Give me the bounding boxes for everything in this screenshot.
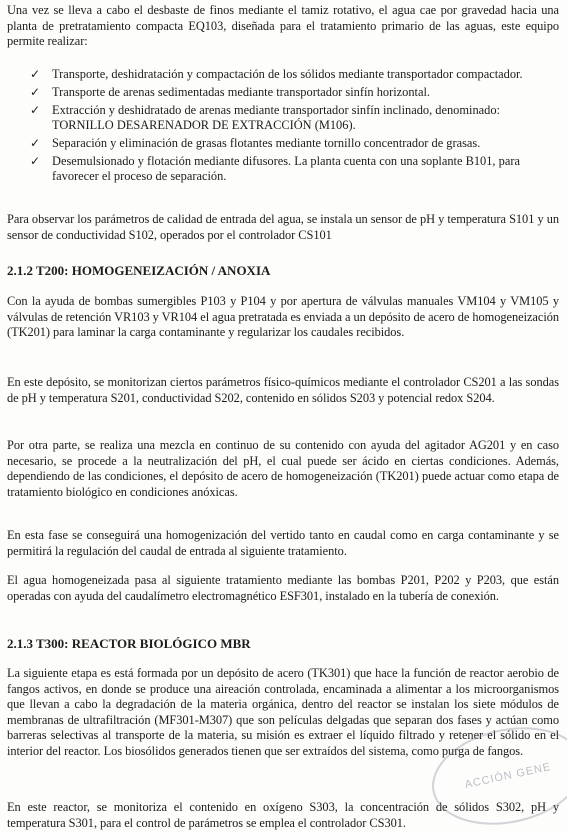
checklist-item — [0, 85, 567, 100]
checklist-item-text: Desemulsionado y flotación mediante difusores. La planta cuenta con una soplante B101, para favorecer el proceso de separación. — [52, 154, 520, 183]
t200-paragraph-5: El agua homogeneizada pasa al siguiente tratamiento mediante las bombas P201, P202 y P203, que están operadas con ayuda del caudalímetro electromagnético ESF301, instalado en la tubería de conexión. — [7, 573, 559, 603]
t300-paragraph-1: La siguiente etapa es está formada por un depósito de acero (TK301) que hace la función de reactor aerobio de fangos activos, en donde se produce una aireación controlada, encaminada a alimentar a los microorganismos que llevan a cabo la degradación de la materia orgánica, dentro del reactor se instalan los siete módulos de membranas de ultrafiltración (MF301-M307) que son películas delgadas que separan dos fases y actúan como barreras selectivas al transporte de la materia, su misión es extraer el líquido filtrado y retener el sólido en el interior del reactor. Los biosólidos generados tienen que ser extraídos del sistema, como purga de fangos. — [7, 666, 559, 758]
checklist-item — [0, 154, 567, 184]
checkmark-icon: ✓ — [30, 103, 41, 117]
t200-paragraph-1: Con la ayuda de bombas sumergibles P103 y P104 y por apertura de válvulas manuales VM104 y VM105 y válvulas de retención VR103 y VR104 el agua pretratada es enviada a un depósito de acero de homogeneización (TK201) para laminar la carga contaminante y regularizar los caudales recibidos. — [7, 294, 559, 340]
checkmark-icon: ✓ — [30, 85, 41, 99]
t300-paragraph-2: En este reactor, se monitoriza el contenido en oxígeno S303, la concentración de sólidos S302, pH y temperatura S301, para el control de parámetros se emplea el controlador CS301. — [7, 800, 559, 830]
checklist-item — [0, 67, 567, 82]
checklist-item — [0, 103, 567, 133]
checklist-item — [0, 136, 567, 151]
checklist-item-text: Separación y eliminación de grasas flotantes mediante tornillo concentrador de grasas. — [52, 136, 481, 150]
intro-paragraph: Una vez se lleva a cabo el desbaste de finos mediante el tamiz rotativo, el agua cae por gravedad hacia una planta de pretratamiento compacta EQ103, diseñada para el tratamiento primario de las aguas, este equipo permite realizar: — [7, 3, 559, 49]
official-stamp: ACCIÓN GENE — [423, 714, 567, 838]
checklist-item-text: Extracción y deshidratado de arenas mediante transportador sinfín inclinado, denominado: TORNILLO DESARENADOR DE EXTRACCIÓN (M106). — [52, 103, 500, 132]
t200-paragraph-2: En este depósito, se monitorizan ciertos parámetros físico-químicos mediante el controlador CS201 a las sondas de pH y temperatura S201, conductividad S202, contenido en sólidos S203 y potencial redox S204. — [7, 375, 559, 405]
checkmark-icon: ✓ — [30, 67, 41, 81]
checkmark-icon: ✓ — [30, 136, 41, 150]
t200-paragraph-3: Por otra parte, se realiza una mezcla en continuo de su contenido con ayuda del agitador AG201 y en caso necesario, se procede a la neutralización del pH, el cual puede ser ácido en ciertas condiciones. Además, dependiendo de las condiciones, el depósito de acero de homogeneización (TK201) puede actuar como etapa de tratamiento biológico en condiciones anóxicas. — [7, 438, 559, 499]
checklist-item-text: Transporte de arenas sedimentadas mediante transportador sinfín horizontal. — [52, 85, 431, 99]
section-heading-t200: 2.1.2 T200: HOMOGENEIZACIÓN / ANOXIA — [7, 263, 271, 278]
checklist-item-text: Transporte, deshidratación y compactación de los sólidos mediante transportador compactador. — [52, 67, 523, 81]
t200-paragraph-4: En esta fase se conseguirá una homogenización del vertido tanto en caudal como en carga contaminante y se permitirá la regulación del caudal de entrada al siguiente tratamiento. — [7, 528, 559, 558]
checkmark-icon: ✓ — [30, 154, 41, 168]
section-heading-t300: 2.1.3 T300: REACTOR BIOLÓGICO MBR — [7, 636, 251, 651]
sensors-paragraph: Para observar los parámetros de calidad de entrada del agua, se instala un sensor de pH y temperatura S101 y un sensor de conductividad S102, operados por el controlador CS101 — [7, 212, 559, 242]
equipment-checklist — [0, 67, 567, 187]
